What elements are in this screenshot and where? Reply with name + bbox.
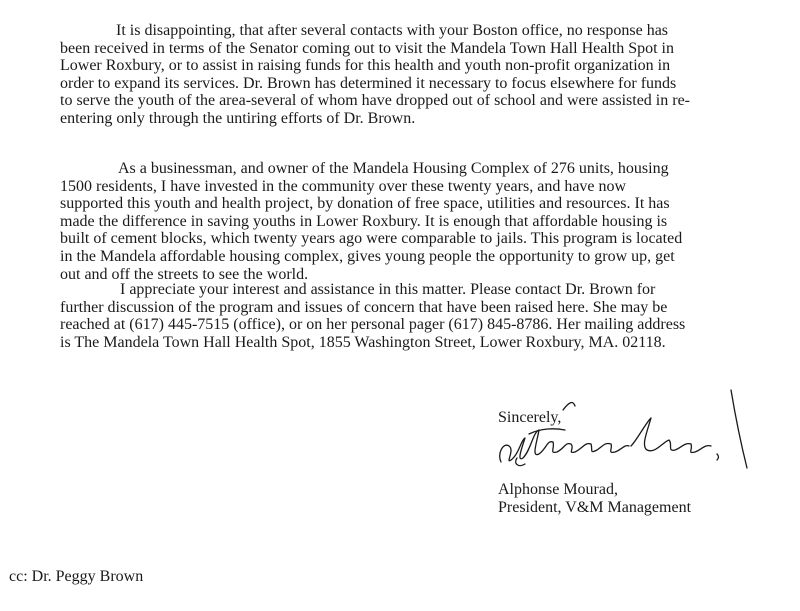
paragraph-line: been received in terms of the Senator coming out to visit the Mandela Town Hall Health Spot in [60,39,674,57]
paragraph-line: supported this youth and health project, by donation of free space, utilities and resources. It has [60,195,670,213]
cc-line: cc: Dr. Peggy Brown [9,568,144,585]
closing-salutation: Sincerely, [498,409,562,426]
paragraph-line: 1500 residents, I have invested in the community over these twenty years, and have now [60,177,627,195]
paragraph-line: Lower Roxbury, or to assist in raising funds for this health and youth non-profit organization in [60,57,671,75]
paragraph-line: to serve the youth of the area-several of whom have dropped out of school and were assisted in re- [60,92,691,110]
paragraph-line: It is disappointing, that after several contacts with your Boston office, no response has [116,22,669,39]
paragraph-line: order to expand its services. Dr. Brown has determined it necessary to focus elsewhere for funds [60,74,677,92]
paragraph-line: built of cement blocks, which twenty years ago were comparable to jails. This program is located [60,230,683,248]
paragraph-line: entering only through the untiring efforts of Dr. Brown. [60,109,416,127]
paragraph-line: reached at (617) 445-7515 (office), or on her personal pager (617) 845-8786. Her mailing address [60,316,686,334]
letter-paragraph-1 [60,22,782,128]
signer-name: Alphonse Mourad, [498,481,618,498]
letter-paragraph-2 [60,160,782,283]
paragraph-line: I appreciate your interest and assistance in this matter. Please contact Dr. Brown for [120,281,656,298]
paragraph-line: is The Mandela Town Hall Health Spot, 1855 Washington Street, Lower Roxbury, MA. 02118. [60,333,666,351]
letter-paragraph-3 [60,281,782,351]
handwritten-signature [495,384,785,484]
paragraph-line: out and off the streets to see the world. [60,265,309,283]
paragraph-line: As a businessman, and owner of the Mandela Housing Complex of 276 units, housing [118,160,669,177]
paragraph-line: in the Mandela affordable housing complex, gives young people the opportunity to grow up, get [60,247,675,265]
paragraph-line: further discussion of the program and issues of concern that have been raised here. She may be [60,298,668,316]
signer-title: President, V&M Management [498,499,692,516]
paragraph-line: made the difference in saving youths in Lower Roxbury. It is enough that affordable housing is [60,212,668,230]
